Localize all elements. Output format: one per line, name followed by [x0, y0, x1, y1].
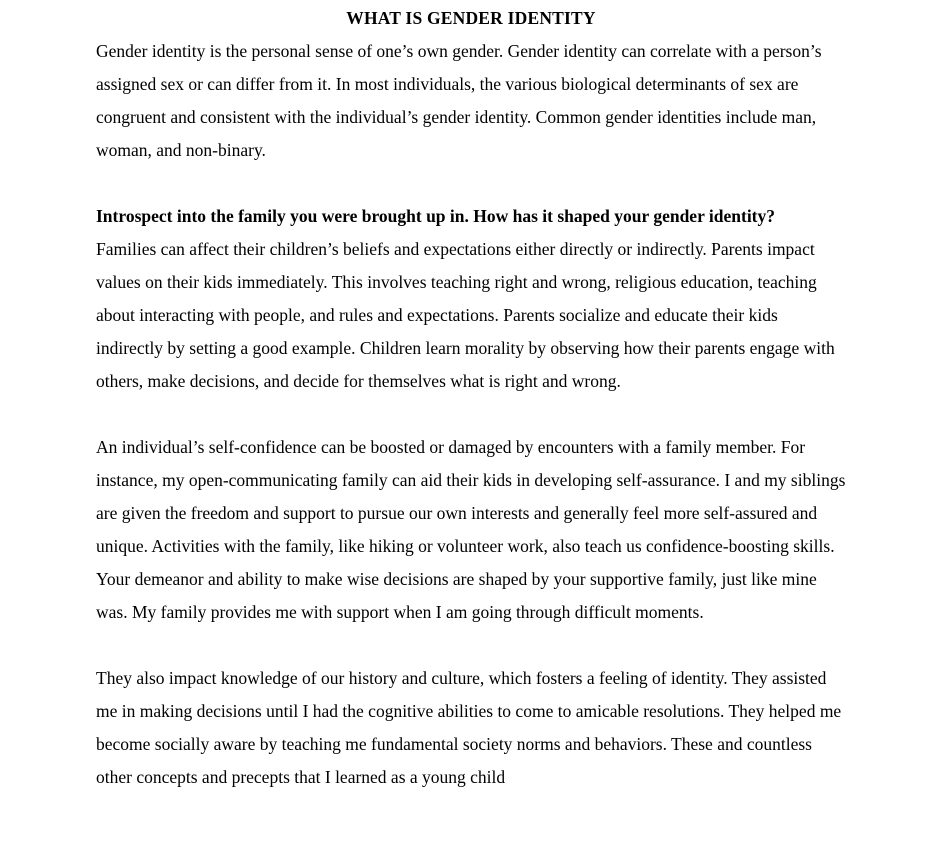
paragraph: Families can affect their children’s beliefs and expectations either directly or indirectly. Parents impact values on their kids immediately. This involves teaching right and wrong, religious education, teaching about interacting with people, and rules and expectations. Parents socialize and educate their kids indirectly by setting a good example. Children learn morality by observing how their parents engage with others, make decisions, and decide for themselves what is right and wrong. — [96, 239, 835, 391]
document-title: WHAT IS GENDER IDENTITY — [346, 8, 596, 28]
section-heading: Introspect into the family you were brought up in. How has it shaped your gender identity? — [96, 206, 776, 226]
paragraph: Gender identity is the personal sense of one’s own gender. Gender identity can correlate with a person’s assigned sex or can differ from it. In most individuals, the various biological determinants of sex are congruent and consistent with the individual’s gender identity. Common gender identities include man, woman, and non-binary. — [96, 41, 822, 160]
document-body — [96, 35, 846, 794]
paragraph: They also impact knowledge of our history and culture, which fosters a feeling of identity. They assisted me in making decisions until I had the cognitive abilities to come to amicable resolutions. They helped me become socially aware by teaching me fundamental society norms and behaviors. These and countless other concepts and precepts that I learned as a young child — [96, 668, 842, 787]
paragraph: An individual’s self-confidence can be boosted or damaged by encounters with a family member. For instance, my open-communicating family can aid their kids in developing self-assurance. I and my siblings are given the freedom and support to pursue our own interests and generally feel more self-assured and unique. Activities with the family, like hiking or volunteer work, also teach us confidence-boosting skills. Your demeanor and ability to make wise decisions are shaped by your supportive family, just like mine was. My family provides me with support when I am going through difficult moments. — [96, 437, 846, 622]
